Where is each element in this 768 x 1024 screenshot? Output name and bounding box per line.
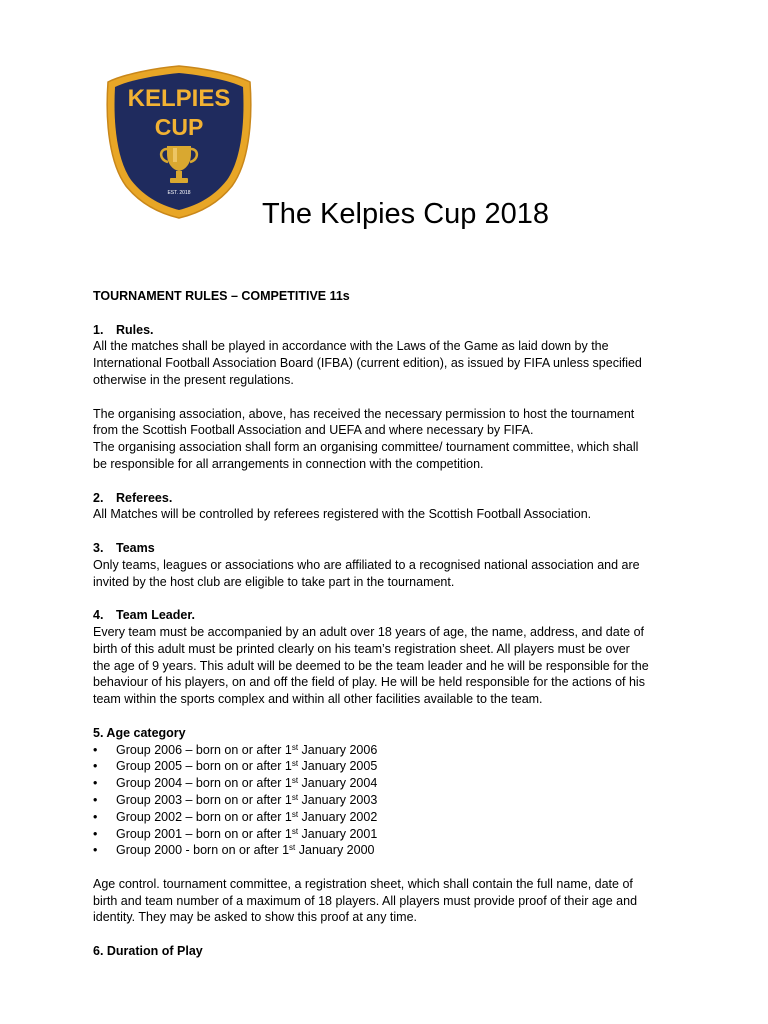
section-title: Teams [116, 540, 155, 555]
tournament-rules-subtitle: TOURNAMENT RULES – COMPETITIVE 11s [93, 289, 350, 303]
text-line: team within the sports complex and within all other facilities available to the team. [93, 692, 543, 707]
section-title: Team Leader. [116, 608, 195, 623]
section-number: 3. [93, 540, 104, 555]
text-line: behaviour of his players, on and off the field of play. He will be held responsible for the actions of his [93, 675, 645, 690]
bullet-icon: • [93, 792, 98, 807]
text-line: be responsible for all arrangements in connection with the competition. [93, 456, 484, 471]
section-number: 4. [93, 608, 104, 623]
ordinal-suffix: st [291, 776, 299, 786]
section-age-category-heading: 5. Age category [93, 725, 186, 740]
text-line: from the Scottish Football Association and UEFA and where necessary by FIFA. [93, 423, 534, 438]
ordinal-suffix: st [291, 792, 299, 802]
referees-paragraph: All Matches will be controlled by referees registered with the Scottish Football Association. [93, 507, 592, 522]
teams-paragraph [93, 557, 693, 591]
list-item [93, 842, 693, 859]
bullet-icon: • [93, 759, 98, 774]
text-line: otherwise in the present regulations. [93, 372, 294, 387]
item-text: Group 2000 - born on or after 1 [116, 843, 290, 858]
list-item [93, 809, 693, 826]
text-line: All the matches shall be played in accordance with the Laws of the Game as laid down by the [93, 339, 609, 354]
section-duration-heading: 6. Duration of Play [93, 944, 203, 959]
ordinal-suffix: st [291, 826, 299, 836]
list-item [93, 792, 693, 809]
section-title: Rules. [116, 322, 154, 337]
text-line: birth of this adult must be printed clearly on his team’s registration sheet. All players must be over [93, 641, 630, 656]
section-team-leader-heading [93, 607, 693, 624]
text-line: Every team must be accompanied by an adult over 18 years of age, the name, address, and date of [93, 624, 645, 639]
bullet-icon: • [93, 742, 98, 757]
section-title: Referees. [116, 490, 173, 505]
item-text: Group 2003 – born on or after 1 [116, 792, 292, 807]
text-line: birth and team number of a maximum of 18 players. All players must provide proof of their age and [93, 893, 638, 908]
list-item [93, 775, 693, 792]
rules-paragraph-1 [93, 338, 693, 388]
team-leader-paragraph [93, 624, 693, 708]
item-text: January 2002 [298, 809, 378, 824]
age-control-paragraph [93, 876, 693, 926]
list-item [93, 826, 693, 843]
text-line: Only teams, leagues or associations who are affiliated to a recognised national association and are [93, 557, 640, 572]
section-rules-heading [93, 322, 693, 339]
item-text: Group 2001 – born on or after 1 [116, 826, 292, 841]
section-number: 1. [93, 322, 104, 337]
item-text: January 2006 [298, 742, 378, 757]
kelpies-cup-logo [104, 64, 254, 220]
ordinal-suffix: st [291, 759, 299, 769]
text-line: International Football Association Board (IFBA) (current edition), as issued by FIFA unless specified [93, 356, 642, 371]
ordinal-suffix: st [291, 809, 299, 819]
item-text: January 2001 [298, 826, 378, 841]
text-line: invited by the host club are eligible to take part in the tournament. [93, 574, 455, 589]
item-text: January 2005 [298, 759, 378, 774]
item-text: Group 2004 – born on or after 1 [116, 776, 292, 791]
item-text: Group 2002 – born on or after 1 [116, 809, 292, 824]
section-teams-heading [93, 540, 693, 557]
item-text: Group 2005 – born on or after 1 [116, 759, 292, 774]
ordinal-suffix: st [291, 742, 299, 752]
bullet-icon: • [93, 809, 98, 824]
list-item [93, 758, 693, 775]
item-text: January 2003 [298, 792, 378, 807]
bullet-icon: • [93, 826, 98, 841]
age-category-list [93, 742, 693, 860]
item-text: Group 2006 – born on or after 1 [116, 742, 292, 757]
bullet-icon: • [93, 776, 98, 791]
section-referees-heading [93, 490, 693, 507]
bullet-icon: • [93, 843, 98, 858]
logo-est: EST. 2018 [167, 190, 191, 196]
document-title: The Kelpies Cup 2018 [262, 198, 549, 230]
ordinal-suffix: st [289, 843, 296, 853]
text-line: identity. They may be asked to show this proof at any time. [93, 910, 418, 925]
text-line: The organising association shall form an organising committee/ tournament committee, which shall [93, 440, 639, 455]
text-line: The organising association, above, has received the necessary permission to host the tournament [93, 406, 635, 421]
rules-paragraph-2 [93, 406, 693, 473]
item-text: January 2000 [295, 843, 375, 858]
logo-line1: KELPIES [127, 85, 231, 112]
text-line: the age of 9 years. This adult will be deemed to be the team leader and he will be responsible for the [93, 658, 649, 673]
text-line: Age control. tournament committee, a registration sheet, which shall contain the full name, date of [93, 876, 633, 891]
list-item [93, 742, 693, 759]
section-number: 2. [93, 490, 104, 505]
item-text: January 2004 [298, 776, 378, 791]
logo-line2: CUP [154, 114, 204, 140]
document-body [93, 288, 693, 960]
